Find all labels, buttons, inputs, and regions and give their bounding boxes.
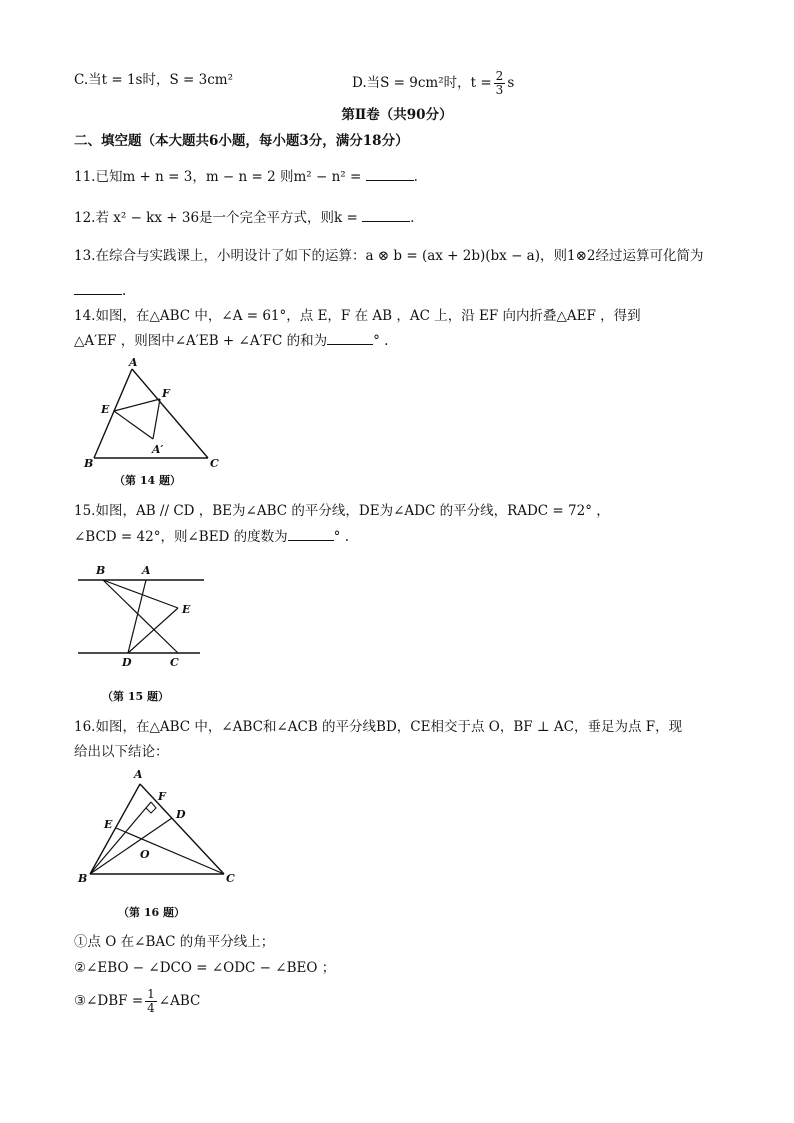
fig16-right-angle: [146, 802, 156, 813]
question-14-line2: △A′EF ，则图中∠A′EB + ∠A′FC 的和为 ° .: [74, 330, 388, 351]
fig14-side-ab: [94, 369, 132, 458]
fig14-side-ac: [132, 369, 208, 458]
conclusion-3-fraction: $\frac{1}{4}$: [147, 987, 155, 1015]
fig14-label-a: A: [129, 356, 138, 369]
fig16-label-o: O: [140, 848, 150, 861]
fig14-label-c: C: [210, 457, 219, 470]
conclusion-1: ①点 O 在∠BAC 的角平分线上；: [74, 934, 275, 950]
answer-blank: [366, 166, 414, 181]
fig14-ea2: [114, 411, 153, 439]
fig14-label-f: F: [162, 387, 170, 400]
fig14-label-e: E: [101, 403, 110, 416]
fig15-label-e: E: [182, 603, 191, 616]
fig16-caption: （第 16 题）: [118, 906, 185, 919]
fig16-label-a: A: [134, 768, 143, 781]
question-11: 11.已知m + n = 3，m − n = 2 则m² − n² = .: [74, 166, 418, 187]
fig16-label-d: D: [176, 808, 186, 821]
fig14-label-b: B: [84, 457, 94, 470]
figure-14: [74, 355, 234, 490]
answer-blank: [327, 330, 373, 345]
answer-blank: [74, 280, 122, 295]
fig15-label-c: C: [170, 656, 179, 669]
answer-blank: [362, 207, 410, 222]
fig16-side-ab: [90, 784, 140, 874]
fig16-label-e: E: [104, 818, 113, 831]
fig14-fold-ef: [114, 399, 160, 411]
question-15: 15.如图，AB // CD ，BE为∠ABC 的平分线，DE为∠ADC 的平分线，RADC = 72° ，: [74, 503, 610, 519]
fig14-caption: （第 14 题）: [114, 474, 181, 487]
fig16-label-c: C: [226, 872, 235, 885]
conclusion-2: ②∠EBO − ∠DCO = ∠ODC − ∠BEO ；: [74, 960, 336, 976]
answer-blank: [288, 526, 334, 541]
fig16-side-ac: [140, 784, 224, 874]
fig14-label-a-prime: A′: [152, 443, 164, 456]
question-15-line2: ∠BCD = 42°，则∠BED 的度数为 ° .: [74, 526, 349, 547]
fig15-label-a: A: [142, 564, 151, 577]
fig16-label-b: B: [78, 872, 88, 885]
question-16-line2: 给出以下结论：: [74, 744, 169, 760]
figure-15: [74, 558, 214, 706]
question-13-answer: .: [74, 280, 126, 301]
question-14: 14.如图，在△ABC 中，∠A = 61°，点 E，F 在 AB ，AC 上，沿 EF 向内折叠△AEF ，得到: [74, 308, 641, 324]
fig16-ce: [116, 828, 224, 874]
option-d-fraction: $\frac{2}{3}$: [495, 69, 504, 97]
fig16-label-f: F: [158, 790, 166, 803]
fig15-caption: （第 15 题）: [102, 690, 169, 703]
question-13: 13.在综合与实践课上，小明设计了如下的运算：a ⊗ b = (ax + 2b)(bx − a)，则1⊗2经过运算可化简为: [74, 248, 704, 264]
figure-16: [74, 766, 244, 921]
fig15-label-d: D: [122, 656, 132, 669]
part2-title: 第Ⅱ卷（共90分）: [341, 107, 453, 123]
question-12: 12.若 x² − kx + 36是一个完全平方式，则k = .: [74, 207, 414, 228]
conclusion-3: ③∠DBF = $\frac{1}{4}$ ∠ABC: [74, 987, 201, 1015]
question-16: 16.如图，在△ABC 中，∠ABC和∠ACB 的平分线BD，CE相交于点 O，BF ⊥ AC，垂足为点 F，现: [74, 719, 683, 735]
fig14-fa2: [153, 399, 160, 439]
section2-title: 二、填空题（本大题共6小题，每小题3分，满分18分）: [74, 133, 409, 149]
option-c: C.当t = 1s时，S = 3cm²: [74, 72, 233, 88]
fig15-label-b: B: [96, 564, 106, 577]
option-d: D.当S = 9cm²时，t = $\frac{2}{3}$ s: [352, 69, 515, 97]
